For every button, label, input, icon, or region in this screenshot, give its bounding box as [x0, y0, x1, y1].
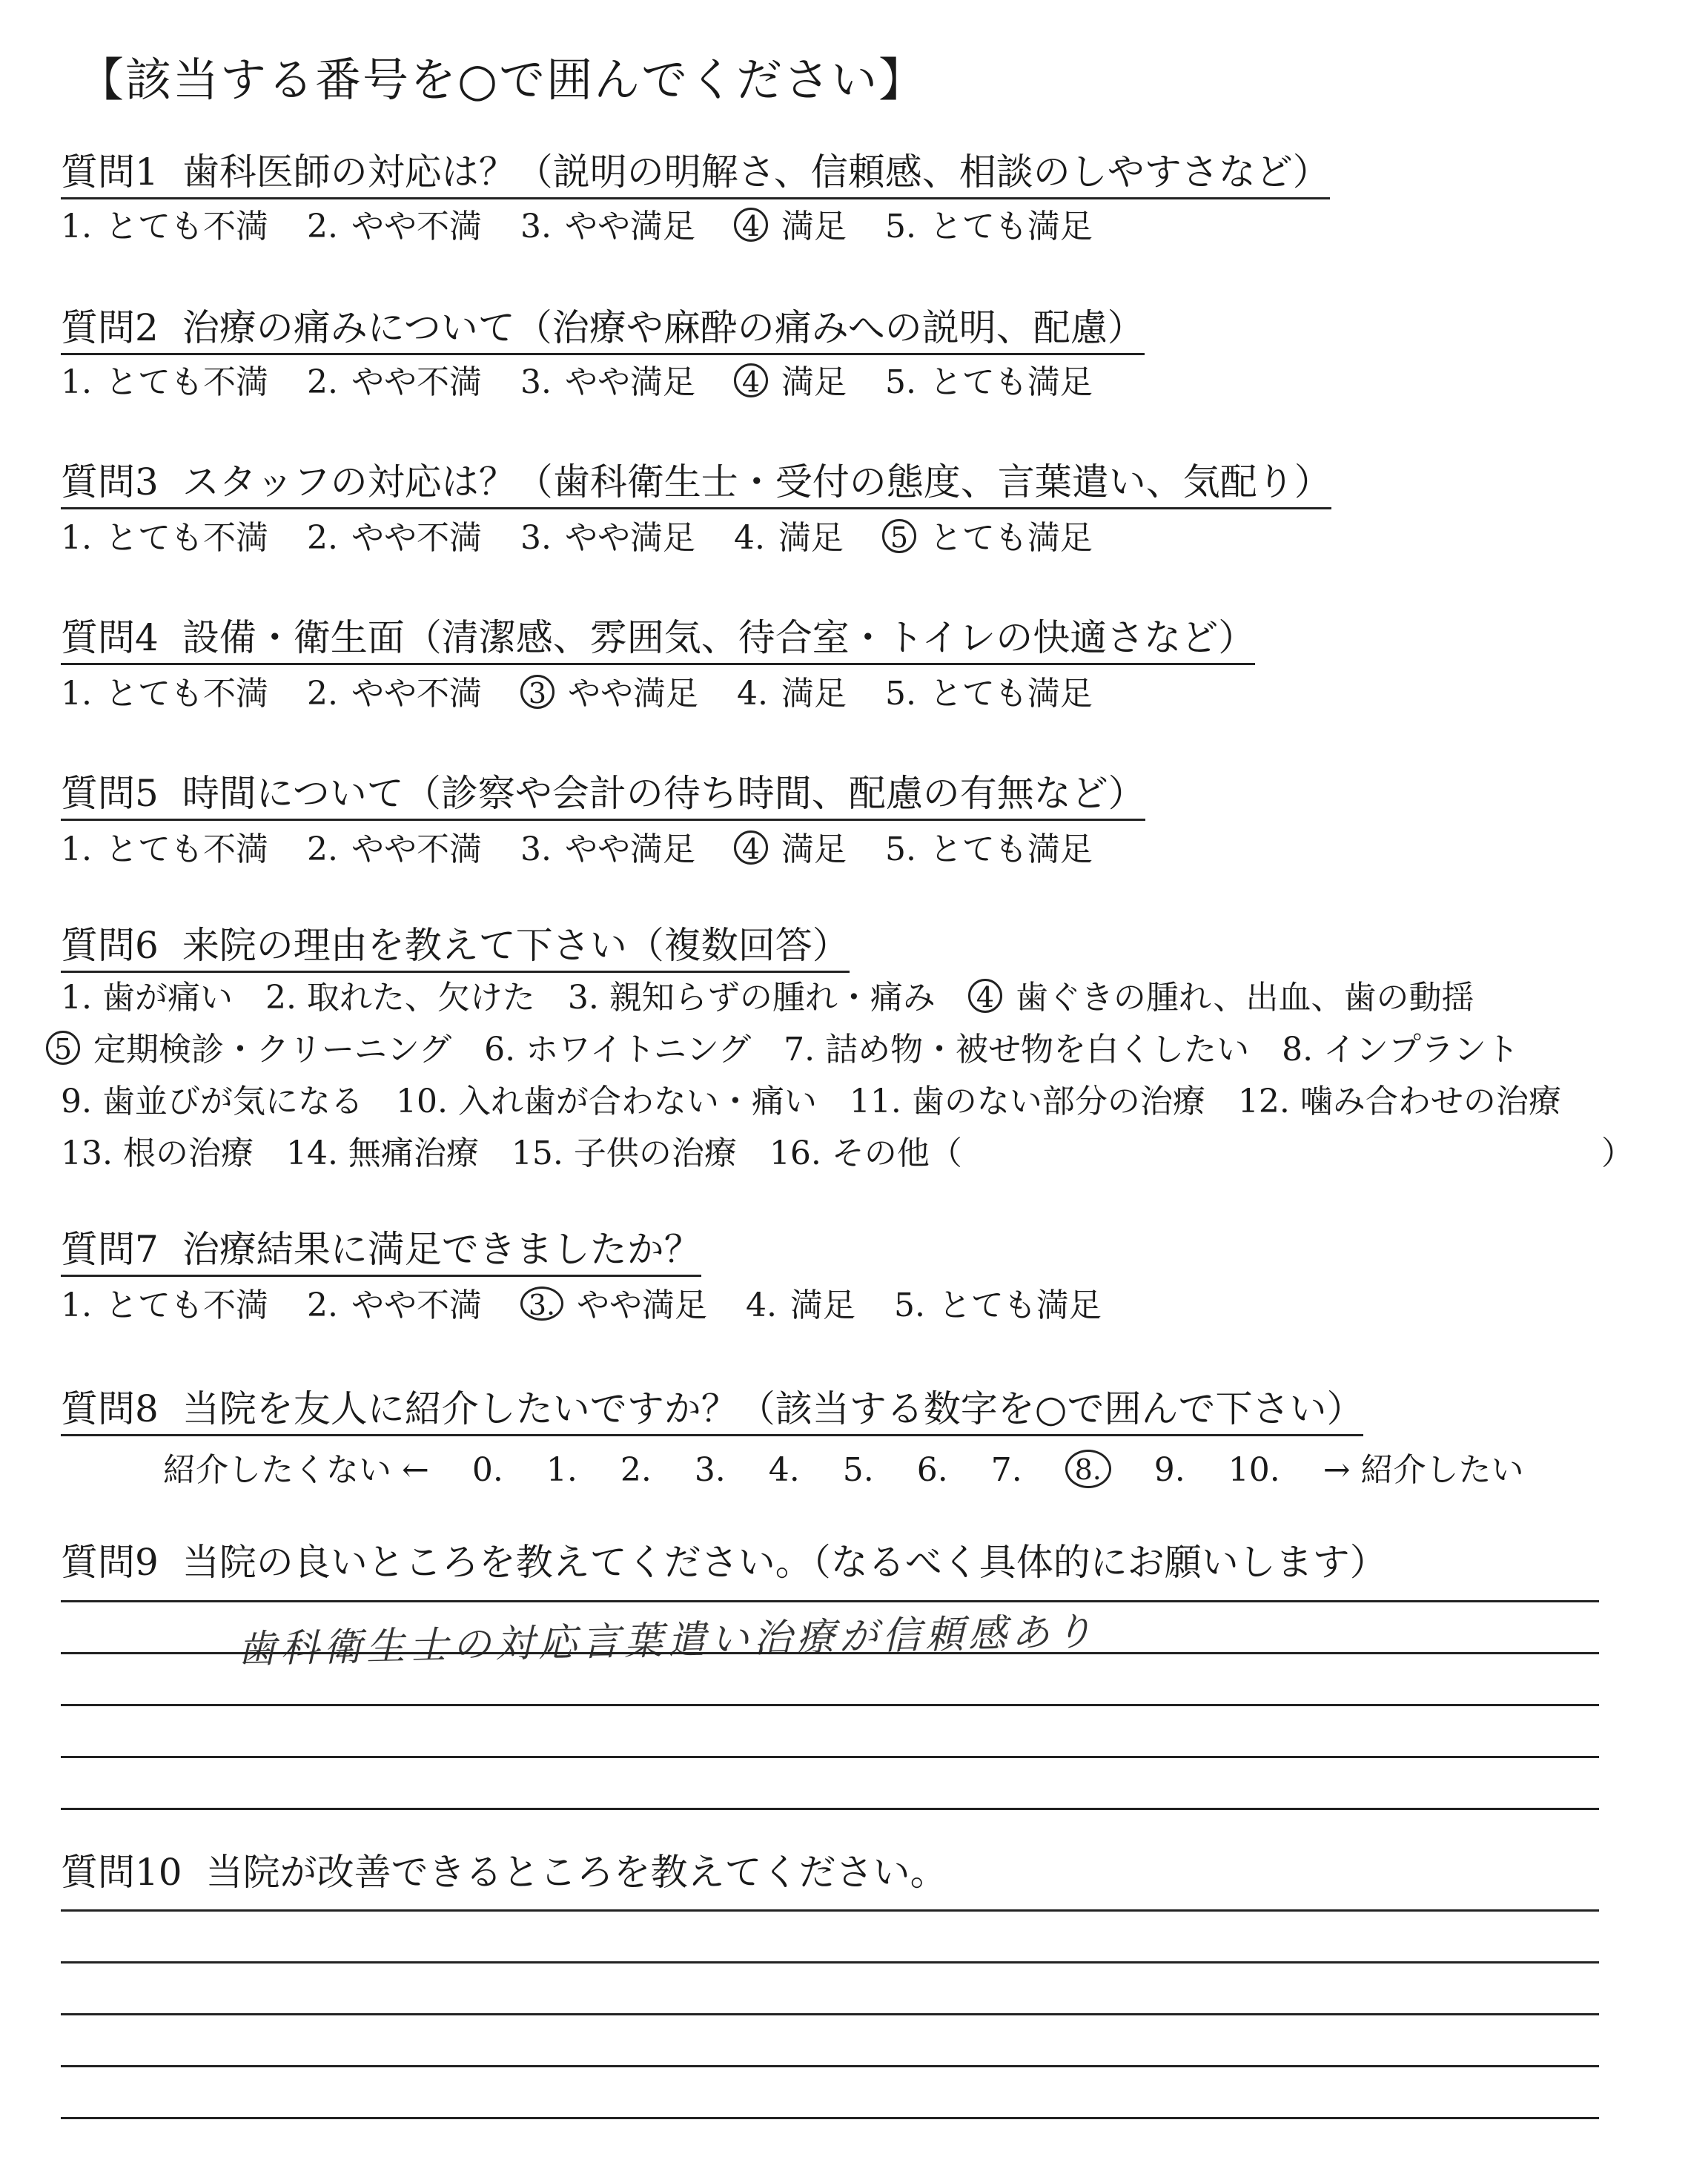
option-4[interactable]: 4. 満足 — [733, 519, 844, 557]
option-5[interactable]: 5. とても満足 — [884, 675, 1093, 713]
question-1-title — [61, 150, 1330, 199]
question-number: 質問4 — [61, 616, 159, 659]
question-number: 質問9 — [61, 1541, 159, 1584]
scale-left-label: 紹介したくない ← — [163, 1451, 429, 1489]
option-1[interactable]: 1. とても不満 — [61, 208, 268, 245]
scale-value[interactable]: 1. — [546, 1451, 577, 1489]
question-3-options — [61, 518, 1121, 559]
options-9-12[interactable]: 9. 歯並びが気になる 10. 入れ歯が合わない・痛い 11. 歯のない部分の治療 12. 噛み合わせの治療 — [61, 1083, 1561, 1120]
option-2[interactable]: 2. やや不満 — [306, 1287, 482, 1324]
other-close-paren: ） — [1601, 1135, 1634, 1172]
selected-mark: 4 — [968, 979, 1002, 1013]
question-4-options — [61, 673, 1121, 715]
option-2[interactable]: 2. やや不満 — [306, 519, 482, 557]
scale-value[interactable]: 7. — [990, 1451, 1022, 1489]
recommend-scale — [163, 1450, 1557, 1491]
question-6-line-1 — [61, 977, 1474, 1019]
option-4-selected[interactable]: 歯ぐきの腫れ、出血、歯の動揺 — [1015, 979, 1474, 1017]
question-number: 質問2 — [61, 306, 159, 349]
scale-value[interactable]: 4. — [768, 1451, 800, 1489]
question-5-title — [61, 771, 1145, 821]
option-3-selected[interactable]: 3. やや満足 — [520, 1285, 707, 1327]
question-2-options — [61, 362, 1121, 403]
question-number: 質問1 — [61, 151, 159, 194]
question-2-title — [61, 305, 1145, 355]
question-text: 当院の良いところを教えてください。（なるべく具体的にお願いします） — [182, 1541, 1387, 1584]
answer-line[interactable] — [61, 1756, 1599, 1758]
selected-mark: 4 — [734, 363, 768, 397]
option-4-selected[interactable]: 4 満足 — [734, 362, 847, 403]
question-text: 治療結果に満足できましたか？ — [182, 1228, 701, 1271]
option-1[interactable]: 1. とても不満 — [61, 675, 268, 713]
question-6-line-3 — [61, 1081, 1561, 1123]
answer-line[interactable] — [61, 1961, 1599, 1964]
question-number: 質問10 — [61, 1851, 182, 1894]
scale-value-selected[interactable]: 8. — [1065, 1450, 1111, 1488]
option-4[interactable]: 4. 満足 — [745, 1287, 855, 1324]
question-6-line-2 — [46, 1029, 1519, 1071]
scale-value[interactable]: 6. — [916, 1451, 948, 1489]
selected-mark: 5 — [882, 519, 916, 553]
option-1[interactable]: 1. とても不満 — [61, 363, 268, 401]
question-text: 治療の痛みについて（治療や麻酔の痛みへの説明、配慮） — [182, 306, 1145, 349]
question-number: 質問8 — [61, 1387, 159, 1430]
options-1-3[interactable]: 1. 歯が痛い 2. 取れた、欠けた 3. 親知らずの腫れ・痛み — [61, 979, 936, 1017]
option-4-selected[interactable]: 4 満足 — [734, 206, 847, 248]
question-1-options — [61, 206, 1121, 248]
option-1[interactable]: 1. とても不満 — [61, 519, 268, 557]
selected-mark: 3. — [520, 1287, 563, 1321]
selected-mark: 4 — [734, 208, 768, 242]
question-text: 当院が改善できるところを教えてください。 — [205, 1851, 947, 1894]
option-5[interactable]: 5. とても満足 — [893, 1287, 1102, 1324]
answer-line[interactable] — [61, 1808, 1599, 1810]
option-3[interactable]: 3. やや満足 — [520, 519, 695, 557]
scale-value[interactable]: 0. — [471, 1451, 503, 1489]
scale-value[interactable]: 2. — [620, 1451, 652, 1489]
handwritten-answer: 歯科衛生士の対応言葉遣い治療が信頼感あり — [236, 1609, 1098, 1673]
option-3-selected[interactable]: 3 やや満足 — [520, 673, 698, 715]
question-3-title — [61, 460, 1331, 509]
selected-mark: 3 — [520, 675, 555, 709]
options-5-8[interactable]: 定期検診・クリーニング 6. ホワイトニング 7. 詰め物・被せ物を白くしたい 8. インプラント — [93, 1031, 1520, 1069]
question-text: 来院の理由を教えて下さい（複数回答） — [182, 924, 850, 967]
option-3[interactable]: 3. やや満足 — [520, 830, 695, 868]
option-4[interactable]: 4. 満足 — [736, 675, 847, 713]
question-text: 時間について（診察や会計の待ち時間、配慮の有無など） — [182, 772, 1145, 815]
scale-value[interactable]: 5. — [842, 1451, 874, 1489]
question-number: 質問7 — [61, 1228, 159, 1271]
selected-mark: 5 — [46, 1031, 80, 1065]
scale-value[interactable]: 3. — [694, 1451, 726, 1489]
answer-line[interactable] — [61, 2065, 1599, 2067]
question-text: 設備・衛生面（清潔感、雰囲気、待合室・トイレの快適さなど） — [182, 616, 1256, 659]
option-2[interactable]: 2. やや不満 — [306, 830, 482, 868]
option-3[interactable]: 3. やや満足 — [520, 363, 695, 401]
question-8-title — [61, 1387, 1363, 1436]
scale-value[interactable]: 10. — [1228, 1451, 1280, 1489]
question-5-options — [61, 829, 1121, 871]
question-4-title — [61, 615, 1255, 665]
option-4-selected[interactable]: 4 満足 — [734, 829, 847, 871]
answer-line[interactable] — [61, 1909, 1599, 1912]
question-6-line-4 — [61, 1133, 962, 1175]
question-text: 歯科医師の対応は？（説明の明解さ、信頼感、相談のしやすさなど） — [182, 151, 1330, 194]
options-13-16[interactable]: 13. 根の治療 14. 無痛治療 15. 子供の治療 16. その他（ — [61, 1135, 962, 1172]
option-2[interactable]: 2. やや不満 — [306, 208, 482, 245]
answer-line[interactable] — [61, 2013, 1599, 2015]
option-2[interactable]: 2. やや不満 — [306, 675, 482, 713]
question-number: 質問6 — [61, 924, 159, 967]
answer-line — [61, 1600, 1599, 1602]
question-number: 質問5 — [61, 772, 159, 815]
answer-line[interactable] — [61, 2117, 1599, 2119]
answer-line[interactable] — [61, 1704, 1599, 1706]
option-5[interactable]: 5. とても満足 — [884, 363, 1093, 401]
option-3[interactable]: 3. やや満足 — [520, 208, 695, 245]
option-1[interactable]: 1. とても不満 — [61, 830, 268, 868]
question-number: 質問3 — [61, 460, 159, 503]
option-5[interactable]: 5. とても満足 — [884, 830, 1093, 868]
scale-right-label: → 紹介したい — [1323, 1451, 1524, 1489]
answer-line[interactable] — [61, 1652, 1599, 1654]
option-2[interactable]: 2. やや不満 — [306, 363, 482, 401]
question-10-title — [61, 1850, 947, 1898]
question-6-title — [61, 923, 850, 973]
question-7-options — [61, 1285, 1130, 1327]
option-5-selected[interactable]: 5 とても満足 — [882, 518, 1093, 559]
option-5[interactable]: 5. とても満足 — [884, 208, 1093, 245]
question-text: 当院を友人に紹介したいですか？（該当する数字を○で囲んで下さい） — [182, 1387, 1364, 1430]
question-7-title — [61, 1227, 701, 1277]
selected-mark: 4 — [734, 830, 768, 865]
scale-value[interactable]: 9. — [1153, 1451, 1185, 1489]
option-1[interactable]: 1. とても不満 — [61, 1287, 268, 1324]
question-text: スタッフの対応は？（歯科衛生士・受付の態度、言葉遣い、気配り） — [182, 460, 1331, 503]
page-heading: 【該当する番号を○で囲んでください】 — [78, 53, 927, 107]
question-9-title — [61, 1540, 1387, 1588]
